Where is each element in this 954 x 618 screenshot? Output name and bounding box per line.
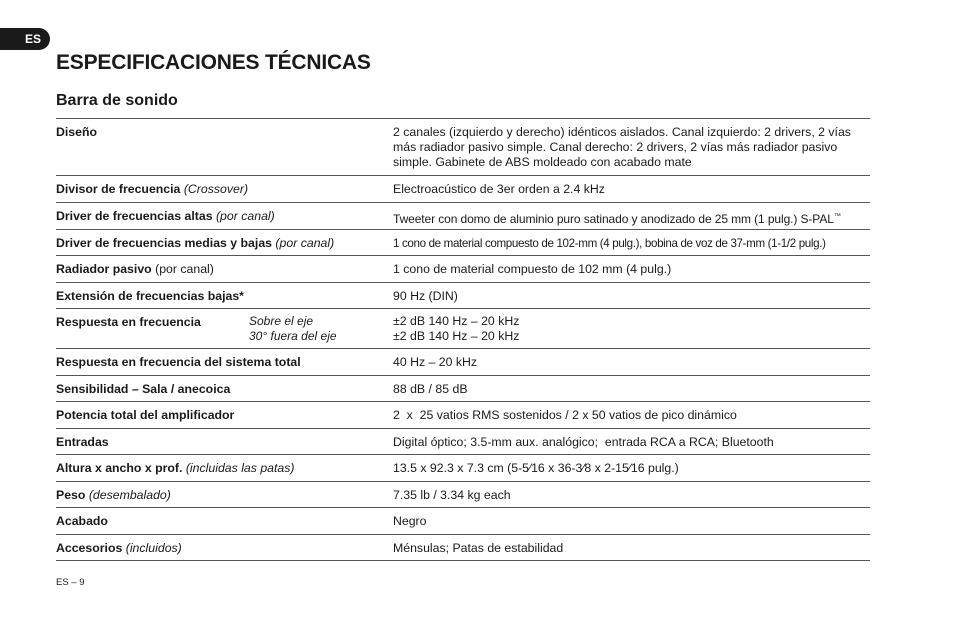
spec-value: Tweeter con domo de aluminio puro satinado y anodizado de 25 mm (1 pulg.) S-PAL™	[393, 212, 841, 226]
spec-value	[393, 314, 869, 343]
spec-row-design	[56, 119, 870, 176]
spec-row-weight	[56, 482, 870, 508]
spec-label: Driver de frecuencias altas (por canal)	[56, 209, 275, 223]
spec-value: 2 x 25 vatios RMS sostenidos / 2 x 50 vatios de pico dinámico	[393, 408, 737, 422]
spec-label: Accesorios (incluidos)	[56, 541, 182, 555]
spec-label: Divisor de frecuencia (Crossover)	[56, 182, 249, 196]
spec-label: Diseño	[56, 125, 97, 139]
spec-label: Sensibilidad – Sala / anecoica	[56, 382, 231, 396]
spec-label: Entradas	[56, 435, 109, 449]
spec-row-high-driver	[56, 203, 870, 230]
spec-row-inputs	[56, 429, 870, 455]
sub-label-off-axis: 30° fuera del eje	[249, 328, 337, 343]
trademark-symbol: ™	[833, 213, 841, 220]
spec-value: 88 dB / 85 dB	[393, 382, 468, 396]
spec-value: Electroacústico de 3er orden a 2.4 kHz	[393, 182, 605, 196]
spec-row-mid-bass-driver	[56, 230, 870, 256]
spec-row-sensitivity	[56, 376, 870, 402]
spec-label: Respuesta en frecuencia	[56, 315, 201, 329]
spec-row-dimensions	[56, 455, 870, 482]
spec-table	[56, 118, 870, 561]
spec-value: 2 canales (izquierdo y derecho) idénticos aislados. Canal izquierdo: 2 drivers, 2 vías más radiador pasivo simple. Canal derecho: 2 drivers, 2 vías más radiador pasivo simple. Gabinete de ABS moldeado con acabado mate	[393, 125, 851, 169]
spec-value: 1 cono de material compuesto de 102 mm (4 pulg.)	[393, 262, 672, 276]
spec-label: Potencia total del amplificador	[56, 408, 235, 422]
spec-label: Peso (desembalado)	[56, 488, 171, 502]
spec-label: Acabado	[56, 514, 108, 528]
spec-value: 13.5 x 92.3 x 7.3 cm (5-5⁄16 x 36-3⁄8 x 2-15⁄16 pulg.)	[393, 461, 679, 475]
spec-row-crossover	[56, 176, 870, 203]
spec-label: Radiador pasivo (por canal)	[56, 262, 214, 276]
spec-sub-labels	[249, 314, 337, 343]
spec-label: Driver de frecuencias medias y bajas (por canal)	[56, 236, 335, 250]
spec-value: Ménsulas; Patas de estabilidad	[393, 541, 564, 555]
value-off-axis: ±2 dB 140 Hz – 20 kHz	[393, 328, 520, 343]
spec-row-low-extension	[56, 283, 870, 309]
spec-value: 1 cono de material compuesto de 102-mm (4 pulg.), bobina de voz de 37-mm (1-1/2 pulg.)	[393, 237, 826, 250]
spec-label: Respuesta en frecuencia del sistema total	[56, 355, 301, 369]
spec-row-frequency-response	[56, 309, 870, 349]
language-tab: ES	[0, 28, 50, 50]
page-number: ES – 9	[56, 577, 85, 588]
spec-value: 90 Hz (DIN)	[393, 289, 458, 303]
spec-value: 7.35 lb / 3.34 kg each	[393, 488, 511, 502]
spec-value: 40 Hz – 20 kHz	[393, 355, 478, 369]
spec-row-amplifier-power	[56, 402, 870, 429]
spec-value: Negro	[393, 514, 427, 528]
sub-label-on-axis: Sobre el eje	[249, 314, 314, 328]
spec-row-finish	[56, 508, 870, 535]
value-on-axis: ±2 dB 140 Hz – 20 kHz	[393, 314, 520, 328]
spec-label: Altura x ancho x prof. (incluidas las patas)	[56, 461, 295, 475]
spec-label: Extensión de frecuencias bajas*	[56, 289, 244, 303]
page-title: ESPECIFICACIONES TÉCNICAS	[56, 51, 371, 74]
spec-row-accessories	[56, 535, 870, 561]
section-title: Barra de sonido	[56, 92, 178, 109]
spec-row-passive-radiator	[56, 256, 870, 283]
spec-row-system-response	[56, 349, 870, 376]
spec-value: Digital óptico; 3.5-mm aux. analógico; entrada RCA a RCA; Bluetooth	[393, 435, 774, 449]
